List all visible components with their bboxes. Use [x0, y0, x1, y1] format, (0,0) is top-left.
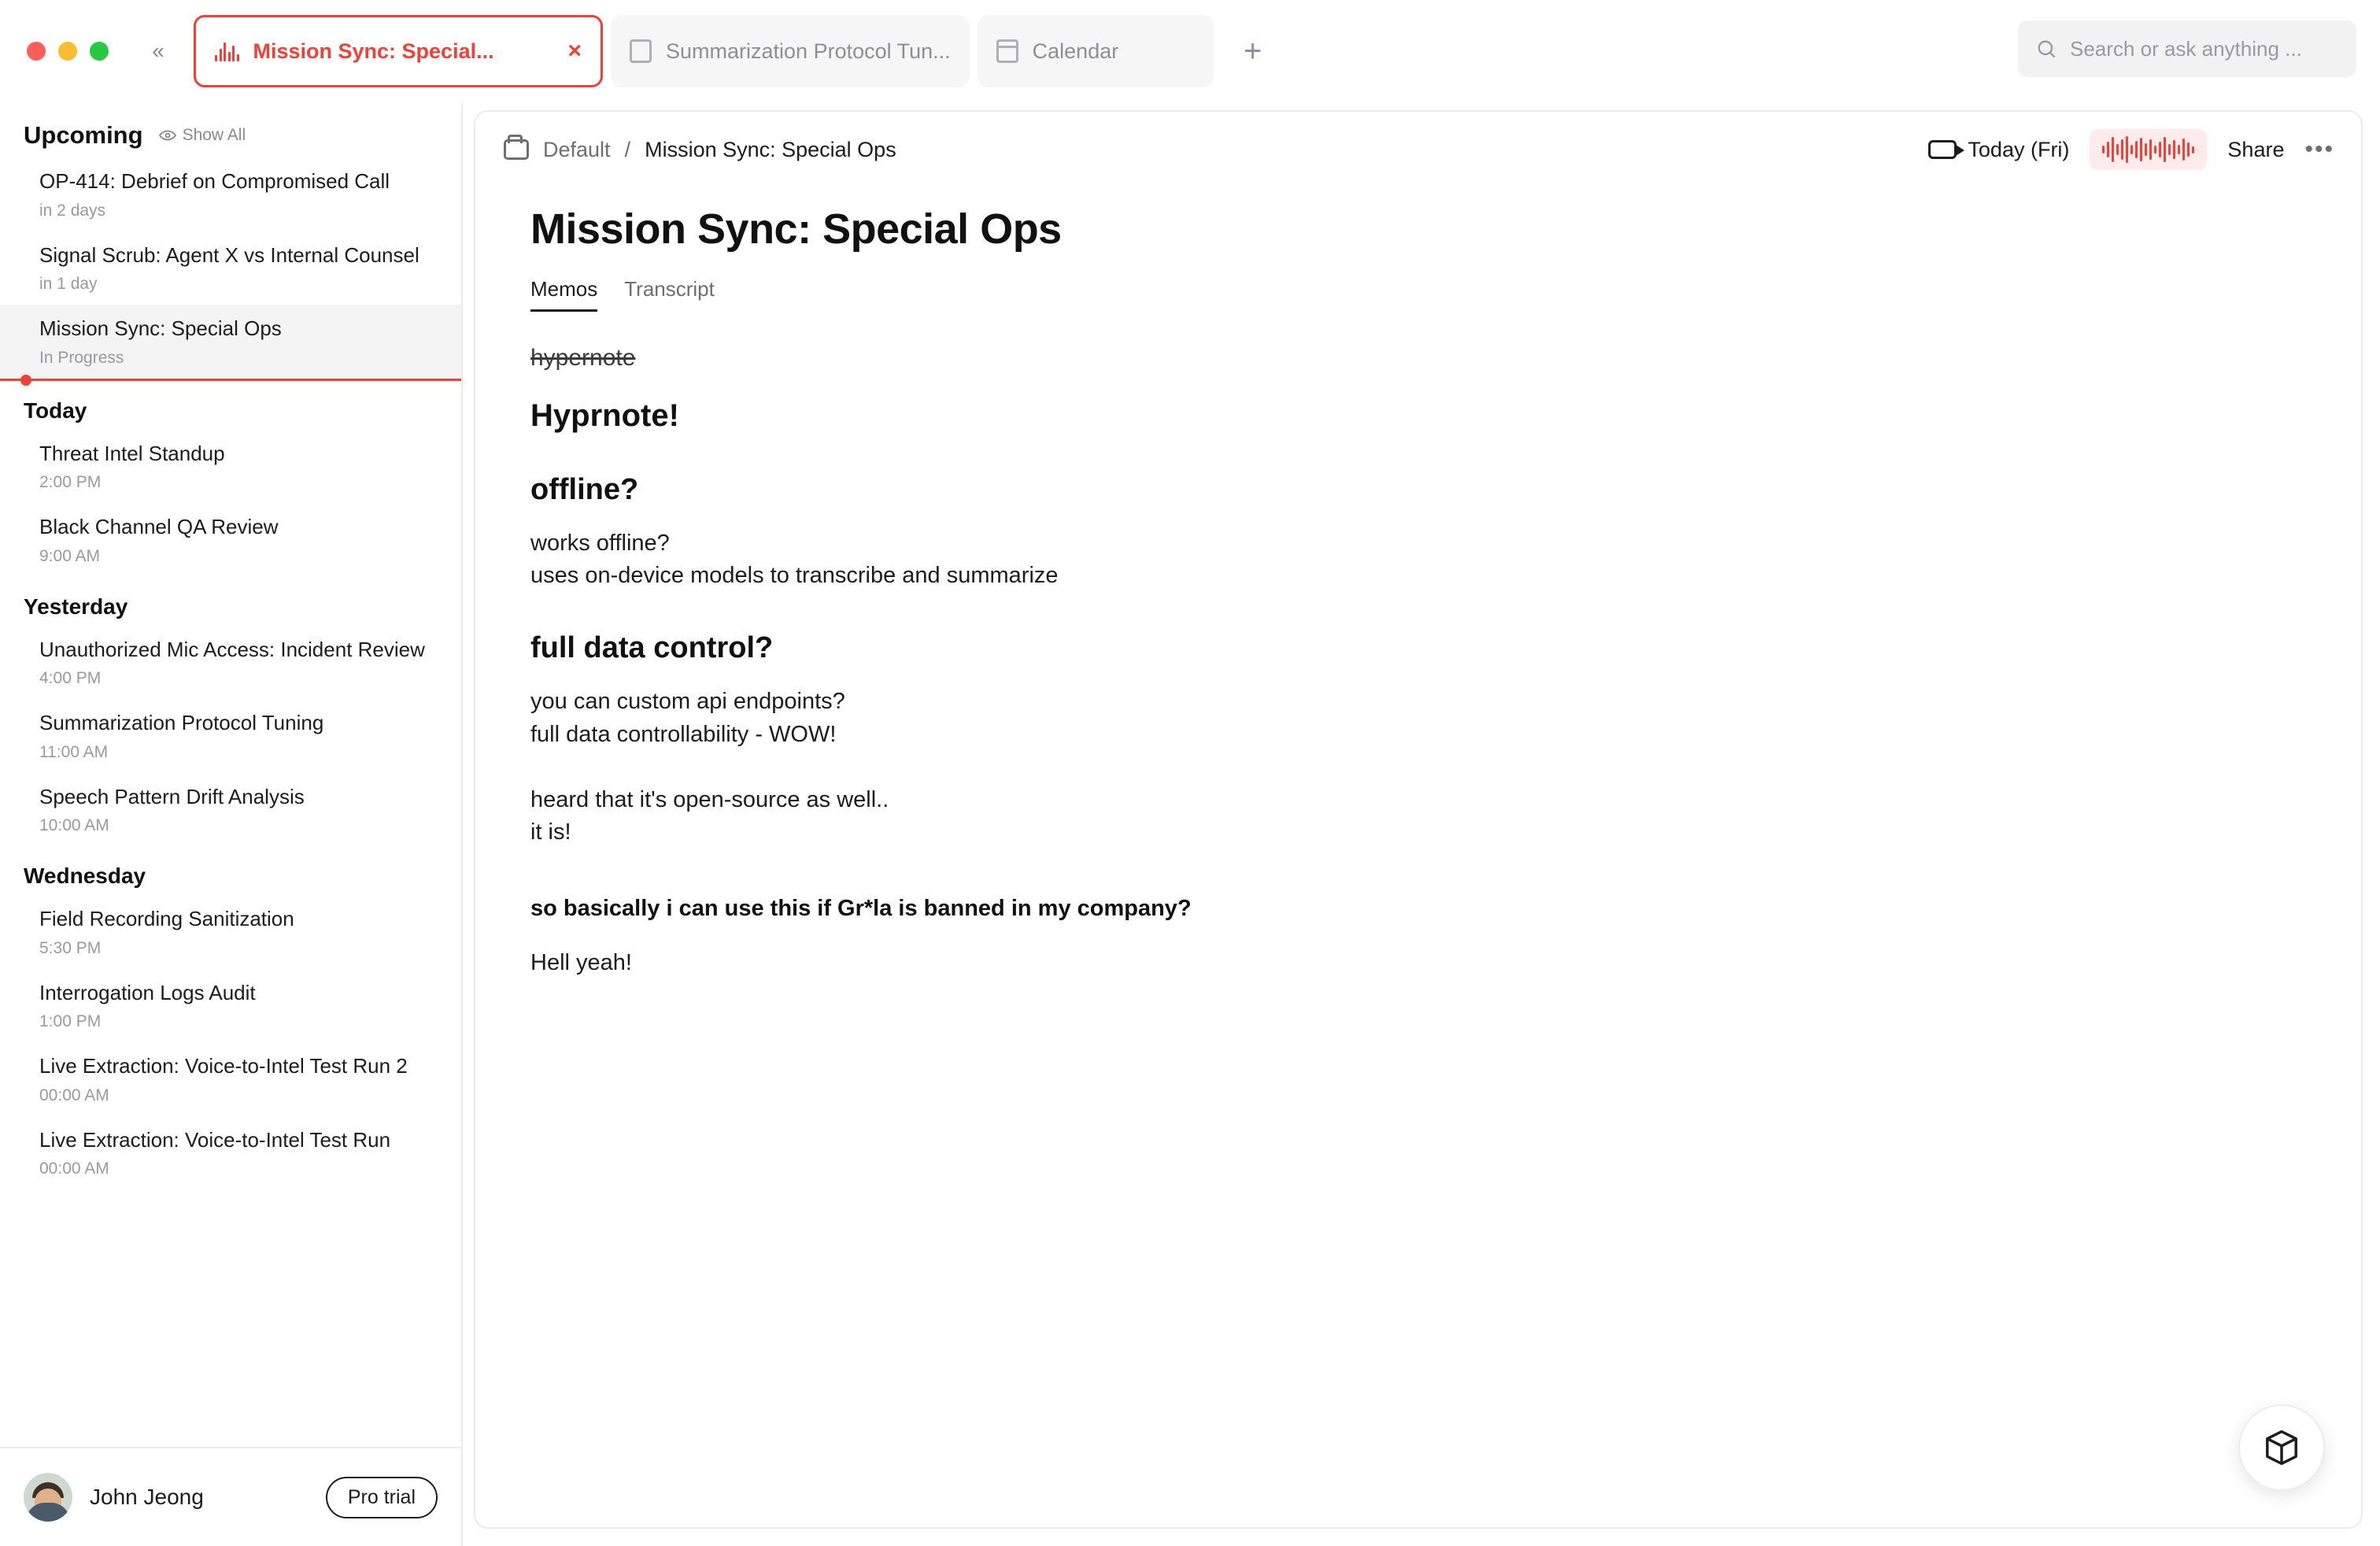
note-meta: 9:00 AM — [39, 546, 101, 565]
list-item-selected[interactable] — [0, 305, 461, 381]
note-meta: 00:00 AM — [39, 1160, 109, 1178]
search-placeholder: Search or ask anything ... — [2070, 36, 2302, 61]
list-item[interactable] — [0, 231, 461, 305]
tab-calendar[interactable] — [978, 15, 1214, 87]
note-meta: 00:00 AM — [39, 1086, 109, 1104]
note-paragraph-line: uses on-device models to transcribe and summarize — [530, 563, 1059, 589]
main-panel — [463, 102, 2380, 1546]
note-strikethrough-text: hypernote — [530, 345, 636, 371]
window-controls — [27, 42, 109, 61]
tab-bar — [194, 15, 1277, 87]
list-item[interactable] — [0, 773, 461, 847]
note-paragraph-line: heard that it's open-source as well.. — [530, 786, 889, 812]
tab-transcript[interactable]: Transcript — [624, 277, 715, 301]
note-title: Live Extraction: Voice-to-Intel Test Run 2 — [39, 1054, 408, 1078]
note-heading-1: Hyprnote! — [530, 398, 679, 433]
list-item[interactable] — [0, 430, 461, 504]
tab-label: Mission Sync: Special... — [253, 39, 494, 63]
toolbar-actions — [1928, 129, 2334, 170]
note-meta: 4:00 PM — [39, 669, 102, 687]
more-options-icon[interactable]: ••• — [2304, 136, 2334, 162]
list-item[interactable] — [0, 1116, 461, 1190]
editor-toolbar — [475, 112, 2361, 187]
list-item[interactable] — [0, 1042, 461, 1116]
note-title: Field Recording Sanitization — [39, 907, 294, 930]
upcoming-title: Upcoming — [24, 121, 143, 149]
note-title: Unauthorized Mic Access: Incident Review — [39, 637, 425, 661]
search-icon — [2035, 38, 2057, 60]
note-meta: in 1 day — [39, 275, 98, 293]
note-paragraph-line: full data controllability - WOW! — [530, 721, 837, 747]
breadcrumb-separator: / — [624, 137, 631, 161]
note-title: Interrogation Logs Audit — [39, 980, 256, 1004]
share-button[interactable]: Share — [2227, 137, 2285, 161]
close-window-button[interactable] — [27, 42, 46, 61]
list-item[interactable] — [0, 157, 461, 231]
tab-summarization-protocol[interactable] — [611, 15, 970, 87]
note-meta: In Progress — [39, 348, 124, 367]
waveform-icon — [215, 41, 239, 61]
eye-icon — [159, 129, 176, 142]
tab-mission-sync[interactable] — [194, 15, 603, 87]
note-answer: Hell yeah! — [530, 950, 632, 976]
note-content[interactable] — [530, 345, 2306, 979]
note-heading-offline: offline? — [530, 473, 639, 506]
note-paragraph-line: works offline? — [530, 531, 670, 556]
today-label: Today (Fri) — [1968, 137, 2070, 161]
list-item[interactable] — [0, 969, 461, 1043]
maximize-window-button[interactable] — [90, 42, 109, 61]
sidebar-scroll-area[interactable] — [0, 102, 461, 1447]
video-camera-icon — [1928, 140, 1957, 159]
group-header-today: Today — [24, 398, 87, 423]
note-meta: 11:00 AM — [39, 742, 109, 761]
assistant-fab-button[interactable] — [2238, 1404, 2325, 1491]
note-title: Signal Scrub: Agent X vs Internal Counsel — [39, 242, 419, 267]
note-paragraph-line: it is! — [530, 819, 571, 845]
tab-memos[interactable]: Memos — [530, 277, 597, 312]
note-meta: 2:00 PM — [39, 473, 102, 491]
note-meta: 5:30 PM — [39, 938, 102, 957]
minimize-window-button[interactable] — [58, 42, 77, 61]
note-title: Mission Sync: Special Ops — [39, 316, 282, 340]
document-area[interactable] — [475, 187, 2361, 1527]
document-icon — [630, 39, 652, 63]
title-bar — [0, 0, 2380, 102]
list-item[interactable] — [0, 503, 461, 577]
note-title: Threat Intel Standup — [39, 441, 225, 465]
sidebar — [0, 102, 463, 1546]
group-header-yesterday: Yesterday — [24, 594, 128, 619]
box-assistant-icon — [2261, 1427, 2302, 1468]
document-tabs — [530, 277, 2306, 312]
note-paragraph-line: you can custom api endpoints? — [530, 689, 845, 715]
folder-icon — [504, 139, 529, 160]
note-meta: in 2 days — [39, 201, 106, 220]
list-item[interactable] — [0, 699, 461, 773]
show-all-button[interactable] — [159, 126, 246, 145]
list-item[interactable] — [0, 626, 461, 700]
today-button[interactable] — [1928, 138, 2069, 162]
tab-label: Calendar — [1032, 39, 1119, 63]
close-tab-icon[interactable]: × — [567, 38, 582, 64]
note-bold-question: so basically i can use this if Gr*la is banned in my company? — [530, 896, 1192, 922]
note-title: OP-414: Debrief on Compromised Call — [39, 169, 390, 193]
app-body — [0, 102, 2380, 1546]
upcoming-header — [0, 102, 461, 157]
note-heading-data-control: full data control? — [530, 631, 774, 665]
breadcrumb-folder[interactable]: Default — [543, 137, 611, 161]
note-editor-panel — [474, 110, 2363, 1529]
tab-label: Summarization Protocol Tun... — [666, 39, 951, 63]
sidebar-footer — [0, 1447, 461, 1546]
group-header-wednesday: Wednesday — [24, 864, 146, 888]
breadcrumb-current: Mission Sync: Special Ops — [645, 137, 896, 161]
note-title: Summarization Protocol Tuning — [39, 711, 324, 734]
note-meta: 1:00 PM — [39, 1012, 102, 1030]
calendar-icon — [996, 39, 1018, 63]
collapse-sidebar-icon[interactable]: « — [152, 39, 164, 63]
note-title: Black Channel QA Review — [39, 515, 279, 538]
recording-waveform-button[interactable] — [2090, 129, 2207, 170]
note-meta: 10:00 AM — [39, 816, 109, 834]
list-item[interactable] — [0, 895, 461, 969]
page-title: Mission Sync: Special Ops — [530, 205, 1062, 253]
breadcrumb — [504, 138, 896, 162]
avatar[interactable] — [24, 1473, 72, 1522]
user-name: John Jeong — [90, 1485, 204, 1509]
search-input[interactable] — [2018, 20, 2356, 77]
pro-trial-badge[interactable]: Pro trial — [326, 1477, 438, 1518]
note-title: Live Extraction: Voice-to-Intel Test Run — [39, 1127, 391, 1152]
note-title: Speech Pattern Drift Analysis — [39, 784, 305, 808]
new-tab-button[interactable]: + — [1243, 33, 1262, 68]
show-all-label: Show All — [182, 126, 246, 144]
